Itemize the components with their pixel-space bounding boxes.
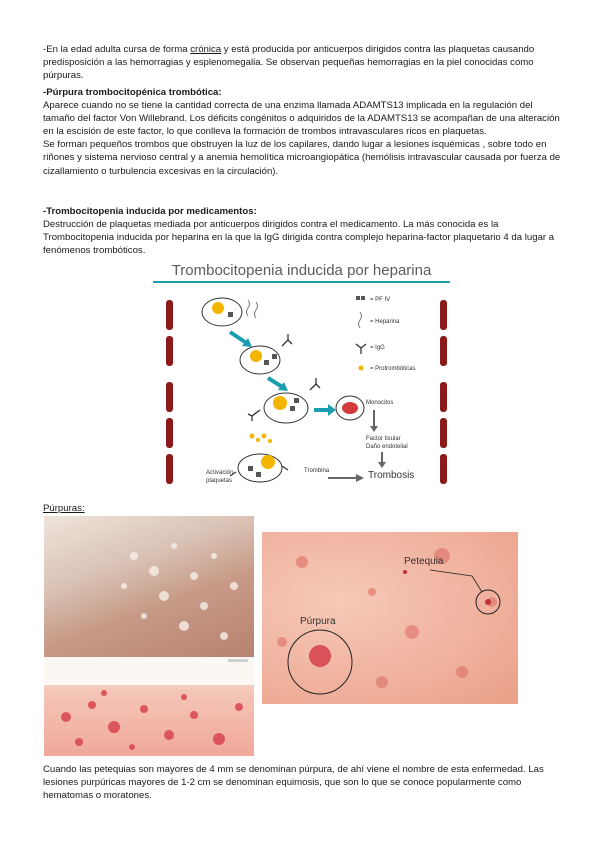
legend-heparina: = Heparina bbox=[370, 319, 400, 325]
legend-protro: = Protrombóticas bbox=[370, 366, 416, 372]
photo-arm-spots bbox=[44, 657, 254, 756]
legend-igg: = IgG bbox=[370, 345, 385, 351]
drug-heading: -Trombocitopenia inducida por medicamentos bbox=[43, 206, 254, 217]
ptt-paragraph-2: Se forman pequeños trombos que obstruyen la luz de los capilares, dando lugar a lesiones isquémicas , sobre todo en riñones y sistema nervioso central y a anemia hemolítica microangiopática (hemólisis intravascular causada por fuerza de cizallamiento o turbulencia excesivas en la circulación). bbox=[43, 139, 561, 177]
platelet-1 bbox=[202, 298, 242, 326]
left-vessel-wall bbox=[166, 300, 173, 484]
dano-endotelial-label: Daño endotelial bbox=[366, 444, 408, 450]
activacion-label: Activación bbox=[206, 470, 234, 476]
drug-heading-colon: : bbox=[253, 206, 257, 217]
platelet-3 bbox=[264, 393, 308, 423]
leg-texture bbox=[44, 516, 254, 659]
closeup-drawing bbox=[262, 532, 518, 704]
monocyte bbox=[336, 396, 364, 420]
monocitos-label: Monocitos bbox=[366, 400, 394, 406]
intro-text-start: -En la edad adulta cursa de forma bbox=[43, 44, 191, 55]
purpuras-heading bbox=[43, 502, 563, 515]
closing-text: Cuando las petequias son mayores de 4 mm se denominan púrpura, de ahí viene el nombre de esta enfermedad. Las lesiones purpúricas mayores de 1-2 cm se denominan equimosis, que son lo que se conoce popularmente como hematomas o moratones. bbox=[43, 764, 544, 802]
heparin-diagram bbox=[148, 260, 455, 492]
diagram-title: Trombocitopenia inducida por heparina bbox=[171, 262, 432, 279]
ptt-heading-colon: : bbox=[218, 87, 222, 98]
protrombotic-dots bbox=[250, 434, 273, 444]
drug-section bbox=[43, 205, 563, 257]
intro-paragraph bbox=[43, 43, 563, 82]
trombina-label: Trombina bbox=[304, 468, 330, 474]
purpuras-heading-colon: : bbox=[81, 503, 85, 514]
arm-texture bbox=[44, 657, 254, 756]
photo-petequia-purpura bbox=[262, 532, 518, 704]
closing-paragraph bbox=[43, 763, 563, 802]
purpuras-heading-text: Púrpuras bbox=[43, 503, 82, 514]
photo-leg-purpura bbox=[44, 516, 254, 659]
platelet-4 bbox=[238, 454, 282, 482]
underlined-word: crónica bbox=[190, 44, 222, 55]
label-petequia: Petequia bbox=[404, 556, 444, 567]
legend-pf4: = PF IV bbox=[370, 297, 391, 303]
plaquetas-label: plaquetas bbox=[206, 478, 233, 484]
intro-text-end: y está producida por anticuerpos dirigidos contra las plaquetas causando predisposición a las hemorragias y esplenomegalia. Se observan pequeñas hemorragias en la piel conocidas como púrpuras. bbox=[43, 44, 535, 82]
diagram-legend bbox=[356, 296, 416, 372]
ptt-paragraph-1: Aparece cuando no se tiene la cantidad correcta de una enzima llamada ADAMTS13 implicada en la regulación del tamaño del factor Von Willebrand. Los déficits congénitos o adquiridos de la ADAMTS13 se acompañan de una alteración en la escisión de este factor, lo que conlleva la formación de trombos intravasculares ricos en plaquetas. bbox=[43, 100, 560, 138]
ptt-heading: -Púrpura trombocitopénica trombótica bbox=[43, 87, 219, 98]
diagram-drawing bbox=[148, 260, 455, 492]
trombosis-label: Trombosis bbox=[368, 470, 415, 481]
right-vessel-wall bbox=[440, 300, 447, 484]
ptt-section bbox=[43, 86, 563, 178]
drug-paragraph: Destrucción de plaquetas mediada por anticuerpos dirigidos contra el medicamento. La más conocida es la Trombocitopenia inducida por heparina en la que la IgG dirigida contra complejo heparina-factor plaquetario 4 da lugar a fenómenos trombóticos. bbox=[43, 219, 555, 257]
label-purpura: Púrpura bbox=[300, 616, 336, 627]
factor-tisular-label: Factor tisular bbox=[366, 436, 401, 442]
platelet-2 bbox=[240, 346, 280, 374]
